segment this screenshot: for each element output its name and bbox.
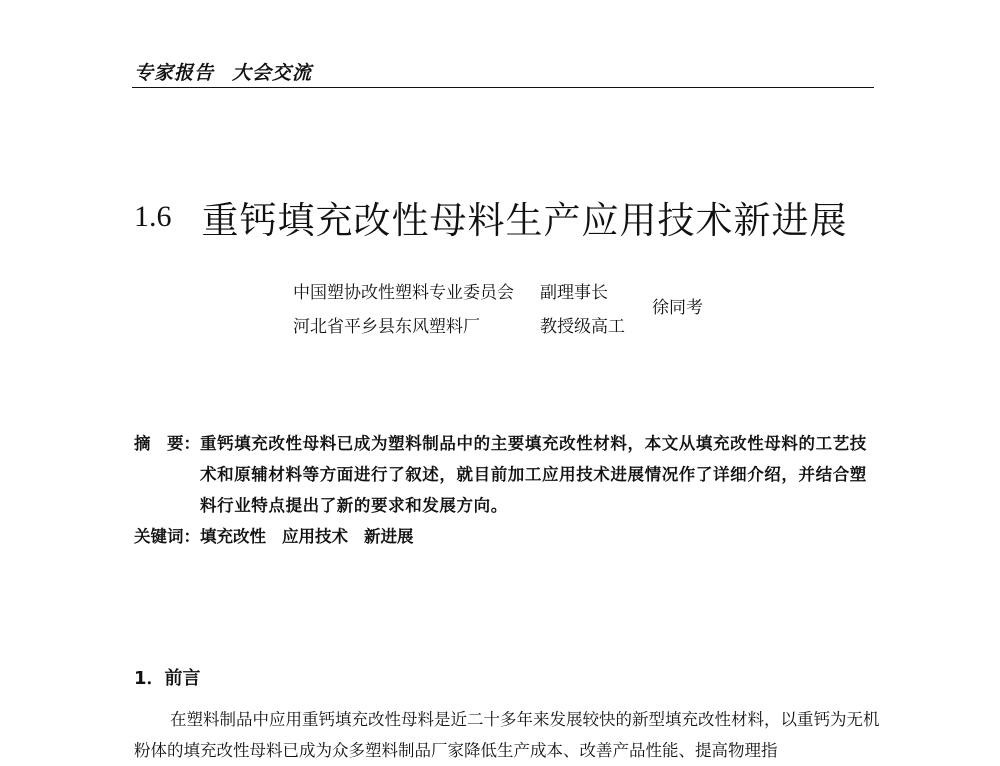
affiliation-role-2: 教授级高工: [540, 317, 625, 337]
abstract-text: 重钙填充改性母料已成为塑料制品中的主要填充改性材料，本文从填充改性母料的工艺技术和原辅材料等方面进行了叙述，就目前加工应用技术进展情况作了详细介绍，并结合塑料行业特点提出了新的要求和发展方向。: [200, 434, 867, 515]
abstract-label: 摘 要：: [134, 434, 200, 453]
section-heading: 1．前言: [134, 668, 201, 689]
keyword-item: 应用技术: [282, 527, 348, 546]
abstract: [134, 428, 880, 521]
keyword-item: 填充改性: [200, 527, 266, 546]
header-rule: [132, 87, 874, 88]
header-left: 专家报告: [134, 62, 215, 84]
article-title: [134, 190, 848, 244]
keywords: [134, 523, 430, 547]
affiliation-role-1: 副理事长: [540, 283, 608, 303]
header-right: 大会交流: [232, 62, 313, 84]
affiliation-org-2: 河北省平乡县东风塑料厂: [293, 317, 480, 337]
title-text: 重钙填充改性母料生产应用技术新进展: [201, 199, 848, 242]
running-header: [134, 58, 312, 85]
keyword-item: 新进展: [364, 527, 414, 546]
title-number: 1.6: [134, 200, 172, 233]
author-name: 徐同考: [652, 298, 703, 318]
body-paragraph: 在塑料制品中应用重钙填充改性母料是近二十多年来发展较快的新型填充改性材料，以重钙为无机粉体的填充改性母料已成为众多塑料制品厂家降低生产成本、改善产品性能、提高物理指: [134, 710, 880, 760]
keywords-label: 关键词：: [134, 527, 200, 546]
affiliation-org-1: 中国塑协改性塑料专业委员会: [293, 283, 514, 303]
